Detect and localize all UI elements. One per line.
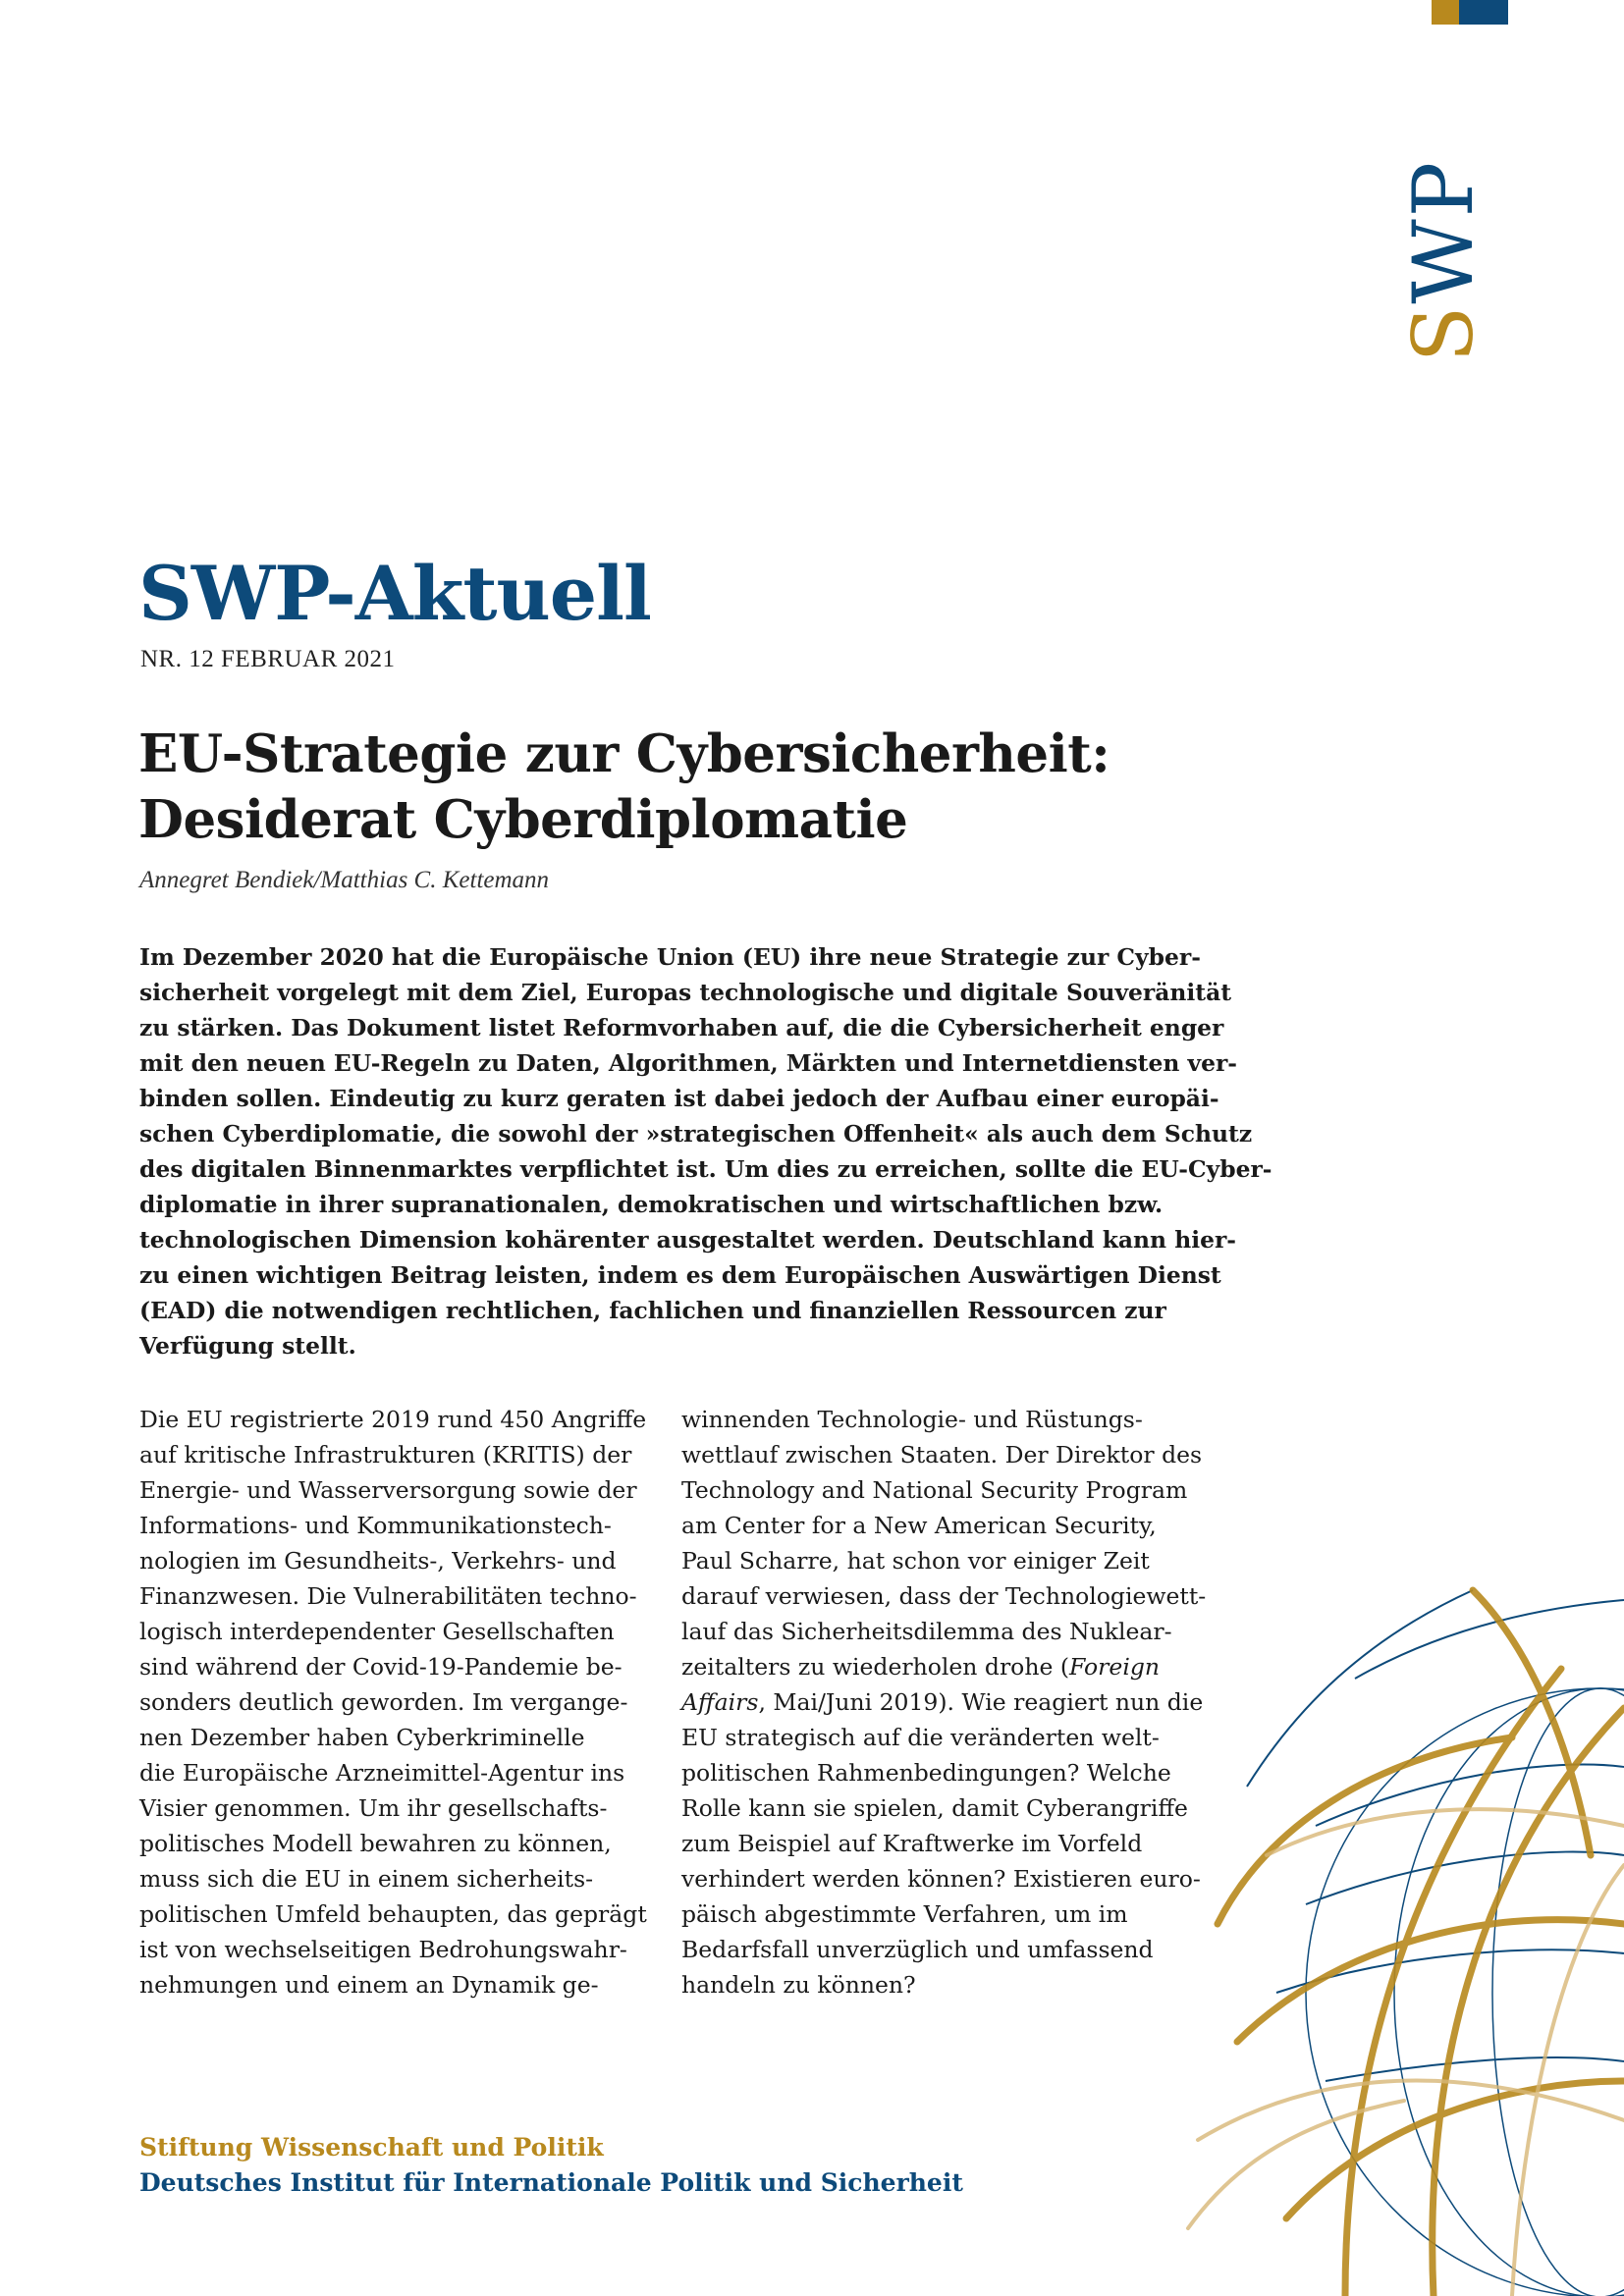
article-abstract [139,939,1272,1363]
body-line [681,1649,1231,1684]
body-text: , Mai/Juni 2019). Wie reagiert nun die [758,1688,1204,1716]
journal-name-part1: Foreign [1069,1653,1161,1681]
abstract-line: (EAD) die notwendigen rechtlichen, fachlichen und finanziellen Ressourcen zur [139,1297,1166,1324]
body-column-right [681,1402,1231,2002]
abstract-line: zu stärken. Das Dokument listet Reformvorhaben auf, die die Cybersicherheit enger [139,1014,1224,1041]
body-line: Die EU registrierte 2019 rund 450 Angriffe [139,1406,647,1433]
body-line: handeln zu können? [681,1971,916,1999]
abstract-line: mit den neuen EU-Regeln zu Daten, Algorithmen, Märkten und Internetdiensten ver- [139,1049,1238,1077]
abstract-line: Im Dezember 2020 hat die Europäische Union (EU) ihre neue Strategie zur Cyber- [139,943,1201,971]
corner-gold-block [1432,0,1459,25]
body-line: EU strategisch auf die veränderten welt- [681,1724,1160,1751]
abstract-line: binden sollen. Eindeutig zu kurz geraten ist dabei jedoch der Aufbau einer europäi- [139,1085,1219,1112]
body-line: päisch abgestimmte Verfahren, um im [681,1900,1128,1928]
body-line: am Center for a New American Security, [681,1512,1157,1539]
issue-number: NR. 12 FEBRUAR 2021 [140,646,396,672]
footer-institution-subtitle: Deutsches Institut für Internationale Politik und Sicherheit [139,2168,963,2197]
body-line: politischen Rahmenbedingungen? Welche [681,1759,1171,1787]
title-line: Desiderat Cyberdiplomatie [138,789,908,850]
abstract-line: technologischen Dimension kohärenter ausgestaltet werden. Deutschland kann hier- [139,1226,1237,1254]
body-line: sonders deutlich geworden. Im vergange- [139,1688,628,1716]
body-line: nen Dezember haben Cyberkriminelle [139,1724,585,1751]
body-line: verhindert werden können? Existieren euro- [681,1865,1201,1893]
body-line [681,1684,1231,1720]
body-line: nologien im Gesundheits-, Verkehrs- und [139,1547,617,1575]
abstract-line: sicherheit vorgelegt mit dem Ziel, Europas technologische und digitale Souveränität [139,979,1232,1006]
swp-logo: SWP [1395,159,1491,363]
body-line: darauf verwiesen, dass der Technologiewett- [681,1582,1207,1610]
title-line: EU-Strategie zur Cybersicherheit: [138,723,1110,784]
article-title [138,721,1218,853]
body-line: Visier genommen. Um ihr gesellschafts- [139,1794,608,1822]
body-text: zeitalters zu wiederholen drohe ( [681,1653,1070,1681]
body-line: Rolle kann sie spielen, damit Cyberangriffe [681,1794,1188,1822]
abstract-line: des digitalen Binnenmarktes verpflichtet ist. Um dies zu erreichen, sollte die EU-Cyber- [139,1155,1272,1183]
body-line: zum Beispiel auf Kraftwerke im Vorfeld [681,1830,1143,1857]
body-line: Bedarfsfall unverzüglich und umfassend [681,1936,1154,1963]
body-line: Informations- und Kommunikationstech- [139,1512,612,1539]
article-authors: Annegret Bendiek/Matthias C. Kettemann [139,867,550,893]
body-line: logisch interdependenter Gesellschaften [139,1618,615,1645]
abstract-line: diplomatie in ihrer supranationalen, demokratischen und wirtschaftlichen bzw. [139,1191,1164,1218]
body-line: lauf das Sicherheitsdilemma des Nuklear- [681,1618,1172,1645]
body-line: Finanzwesen. Die Vulnerabilitäten techno- [139,1582,637,1610]
body-line: muss sich die EU in einem sicherheits- [139,1865,594,1893]
body-line: winnenden Technologie- und Rüstungs- [681,1406,1143,1433]
footer-institution-name: Stiftung Wissenschaft und Politik [139,2133,604,2162]
body-line: sind während der Covid-19-Pandemie be- [139,1653,623,1681]
body-line: wettlauf zwischen Staaten. Der Direktor des [681,1441,1203,1468]
body-line: ist von wechselseitigen Bedrohungswahr- [139,1936,627,1963]
body-line: Technology and National Security Program [681,1476,1188,1504]
body-line: politisches Modell bewahren zu können, [139,1830,612,1857]
body-column-left [139,1402,689,2002]
journal-name-part2: Affairs [681,1688,759,1716]
series-title: SWP-Aktuell [138,550,651,637]
corner-color-mark [1432,0,1508,25]
body-line: nehmungen und einem an Dynamik ge- [139,1971,599,1999]
body-line: Paul Scharre, hat schon vor einiger Zeit [681,1547,1150,1575]
body-line: auf kritische Infrastrukturen (KRITIS) der [139,1441,632,1468]
abstract-line: schen Cyberdiplomatie, die sowohl der »strategischen Offenheit« als auch dem Schutz [139,1120,1253,1148]
corner-blue-block [1459,0,1508,25]
body-line: politischen Umfeld behaupten, das geprägt [139,1900,647,1928]
body-line: die Europäische Arzneimittel-Agentur ins [139,1759,625,1787]
abstract-line: Verfügung stellt. [139,1332,356,1360]
globe-decoration [1178,1531,1624,2296]
body-line: Energie- und Wasserversorgung sowie der [139,1476,637,1504]
abstract-line: zu einen wichtigen Beitrag leisten, indem es dem Europäischen Auswärtigen Dienst [139,1261,1221,1289]
